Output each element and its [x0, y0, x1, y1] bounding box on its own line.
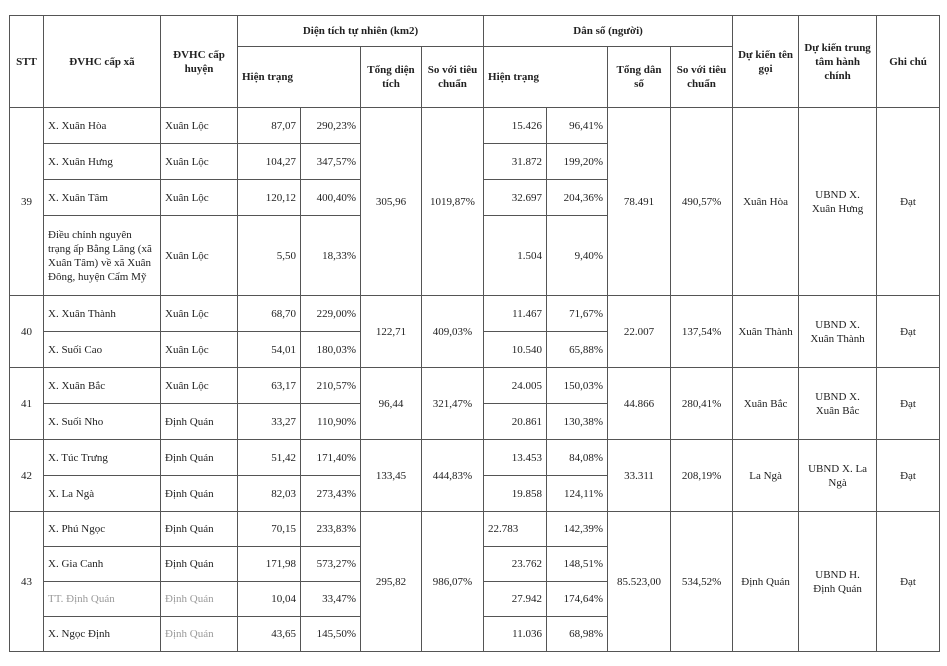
dt-pct-cell: 210,57%: [301, 368, 361, 404]
ds-so-voi-cell: 490,57%: [671, 108, 733, 296]
dt-cell: 10,04: [238, 582, 301, 617]
tong-dan-so-cell: 22.007: [608, 296, 671, 368]
admin-merger-table: [9, 15, 940, 652]
dt-pct-cell: 180,03%: [301, 332, 361, 368]
ten-goi-cell: Xuân Hòa: [733, 108, 799, 296]
ds-pct-cell: 71,67%: [547, 296, 608, 332]
ds-cell: 15.426: [484, 108, 547, 144]
dt-cell: 33,27: [238, 404, 301, 440]
ds-pct-cell: 199,20%: [547, 144, 608, 180]
dt-pct-cell: 233,83%: [301, 512, 361, 547]
ds-so-voi-cell: 534,52%: [671, 512, 733, 652]
trung-tam-cell: UBND X. Xuân Thành: [799, 296, 877, 368]
ds-cell: 11.467: [484, 296, 547, 332]
header-tong-dan-so: Tổng dân số: [608, 47, 671, 108]
ghi-chu-cell: Đạt: [877, 512, 940, 652]
header-dt-hien-trang: Hiện trạng: [238, 47, 361, 108]
trung-tam-cell: UBND X. La Ngà: [799, 440, 877, 512]
ds-pct-cell: 148,51%: [547, 547, 608, 582]
huyen-cell: Định Quán: [161, 476, 238, 512]
table-row: [10, 296, 940, 332]
xa-cell: X. Suối Cao: [44, 332, 161, 368]
ds-cell: 13.453: [484, 440, 547, 476]
dt-so-voi-cell: 986,07%: [422, 512, 484, 652]
xa-cell: X. Xuân Hưng: [44, 144, 161, 180]
stt-cell: 40: [10, 296, 44, 368]
dt-pct-cell: 171,40%: [301, 440, 361, 476]
ds-pct-cell: 130,38%: [547, 404, 608, 440]
header-stt: STT: [10, 16, 44, 108]
header-du-kien-ten: Dự kiến tên gọi: [733, 16, 799, 108]
xa-cell: X. Xuân Bắc: [44, 368, 161, 404]
tong-dien-tich-cell: 122,71: [361, 296, 422, 368]
dt-cell: 51,42: [238, 440, 301, 476]
ds-so-voi-cell: 208,19%: [671, 440, 733, 512]
tong-dan-so-cell: 85.523,00: [608, 512, 671, 652]
header-ds-hien-trang: Hiện trạng: [484, 47, 608, 108]
dt-pct-cell: 347,57%: [301, 144, 361, 180]
tong-dan-so-cell: 78.491: [608, 108, 671, 296]
header-dien-tich: Diện tích tự nhiên (km2): [238, 16, 484, 47]
ds-so-voi-cell: 137,54%: [671, 296, 733, 368]
ds-pct-cell: 124,11%: [547, 476, 608, 512]
table-row: [10, 512, 940, 547]
huyen-cell: Định Quán: [161, 440, 238, 476]
dt-pct-cell: 18,33%: [301, 216, 361, 296]
dt-cell: 171,98: [238, 547, 301, 582]
ghi-chu-cell: Đạt: [877, 440, 940, 512]
huyen-cell: Định Quán: [161, 404, 238, 440]
huyen-cell: Định Quán: [161, 547, 238, 582]
ten-goi-cell: Định Quán: [733, 512, 799, 652]
ghi-chu-cell: Đạt: [877, 368, 940, 440]
huyen-cell: Định Quán: [161, 512, 238, 547]
stt-cell: 39: [10, 108, 44, 296]
header-dt-so-voi: So với tiêu chuẩn: [422, 47, 484, 108]
stt-cell: 41: [10, 368, 44, 440]
stt-cell: 42: [10, 440, 44, 512]
dt-pct-cell: 290,23%: [301, 108, 361, 144]
ghi-chu-cell: Đạt: [877, 296, 940, 368]
xa-cell: X. Xuân Tâm: [44, 180, 161, 216]
dt-cell: 87,07: [238, 108, 301, 144]
header-du-kien-trung-tam: Dự kiến trung tâm hành chính: [799, 16, 877, 108]
ds-pct-cell: 68,98%: [547, 617, 608, 652]
ten-goi-cell: Xuân Thành: [733, 296, 799, 368]
huyen-cell: Xuân Lộc: [161, 108, 238, 144]
tong-dien-tich-cell: 96,44: [361, 368, 422, 440]
xa-cell: X. Suối Nho: [44, 404, 161, 440]
ghi-chu-cell: Đạt: [877, 108, 940, 296]
header-dan-so: Dân số (người): [484, 16, 733, 47]
dt-cell: 43,65: [238, 617, 301, 652]
table-row: [10, 368, 940, 404]
xa-cell: X. Phú Ngọc: [44, 512, 161, 547]
ds-cell: 1.504: [484, 216, 547, 296]
dt-cell: 54,01: [238, 332, 301, 368]
xa-cell: Điều chỉnh nguyên trạng ấp Bằng Lăng (xã Xuân Tâm) về xã Xuân Đông, huyện Cẩm Mỹ: [44, 216, 161, 296]
dt-pct-cell: 573,27%: [301, 547, 361, 582]
ds-pct-cell: 84,08%: [547, 440, 608, 476]
dt-cell: 82,03: [238, 476, 301, 512]
trung-tam-cell: UBND X. Xuân Bắc: [799, 368, 877, 440]
tong-dan-so-cell: 44.866: [608, 368, 671, 440]
trung-tam-cell: UBND X. Xuân Hưng: [799, 108, 877, 296]
tong-dien-tich-cell: 133,45: [361, 440, 422, 512]
dt-cell: 5,50: [238, 216, 301, 296]
xa-cell: X. Xuân Hòa: [44, 108, 161, 144]
xa-cell: X. Túc Trưng: [44, 440, 161, 476]
xa-cell: X. La Ngà: [44, 476, 161, 512]
ds-pct-cell: 65,88%: [547, 332, 608, 368]
ds-cell: 19.858: [484, 476, 547, 512]
tong-dien-tich-cell: 295,82: [361, 512, 422, 652]
tong-dan-so-cell: 33.311: [608, 440, 671, 512]
huyen-cell: Định Quán: [161, 617, 238, 652]
ten-goi-cell: La Ngà: [733, 440, 799, 512]
table-row: [10, 440, 940, 476]
xa-cell: X. Gia Canh: [44, 547, 161, 582]
xa-cell: X. Xuân Thành: [44, 296, 161, 332]
dt-pct-cell: 33,47%: [301, 582, 361, 617]
table-row: [10, 108, 940, 144]
dt-pct-cell: 229,00%: [301, 296, 361, 332]
ds-cell: 31.872: [484, 144, 547, 180]
dt-so-voi-cell: 1019,87%: [422, 108, 484, 296]
ds-cell: 24.005: [484, 368, 547, 404]
ds-cell: 23.762: [484, 547, 547, 582]
huyen-cell: Xuân Lộc: [161, 332, 238, 368]
dt-cell: 68,70: [238, 296, 301, 332]
huyen-cell: Xuân Lộc: [161, 296, 238, 332]
ds-pct-cell: 204,36%: [547, 180, 608, 216]
ds-pct-cell: 150,03%: [547, 368, 608, 404]
header-dvhc-huyen: ĐVHC cấp huyện: [161, 16, 238, 108]
ds-pct-cell: 96,41%: [547, 108, 608, 144]
dt-cell: 70,15: [238, 512, 301, 547]
ds-cell: 10.540: [484, 332, 547, 368]
huyen-cell: Xuân Lộc: [161, 216, 238, 296]
header-ghi-chu: Ghi chú: [877, 16, 940, 108]
huyen-cell: Xuân Lộc: [161, 368, 238, 404]
header-ds-so-voi: So với tiêu chuẩn: [671, 47, 733, 108]
ds-cell: 32.697: [484, 180, 547, 216]
header-tong-dien-tich: Tổng diện tích: [361, 47, 422, 108]
dt-pct-cell: 273,43%: [301, 476, 361, 512]
stt-cell: 43: [10, 512, 44, 652]
dt-pct-cell: 110,90%: [301, 404, 361, 440]
ds-cell: 11.036: [484, 617, 547, 652]
xa-cell: TT. Định Quán: [44, 582, 161, 617]
ds-pct-cell: 174,64%: [547, 582, 608, 617]
dt-so-voi-cell: 409,03%: [422, 296, 484, 368]
ds-cell: 27.942: [484, 582, 547, 617]
header-dvhc-xa: ĐVHC cấp xã: [44, 16, 161, 108]
dt-pct-cell: 400,40%: [301, 180, 361, 216]
ds-cell: 22.783: [484, 512, 547, 547]
ds-cell: 20.861: [484, 404, 547, 440]
dt-pct-cell: 145,50%: [301, 617, 361, 652]
dt-so-voi-cell: 321,47%: [422, 368, 484, 440]
ds-so-voi-cell: 280,41%: [671, 368, 733, 440]
trung-tam-cell: UBND H. Định Quán: [799, 512, 877, 652]
huyen-cell: Xuân Lộc: [161, 180, 238, 216]
xa-cell: X. Ngọc Định: [44, 617, 161, 652]
tong-dien-tich-cell: 305,96: [361, 108, 422, 296]
dt-cell: 104,27: [238, 144, 301, 180]
dt-cell: 120,12: [238, 180, 301, 216]
ten-goi-cell: Xuân Bắc: [733, 368, 799, 440]
dt-cell: 63,17: [238, 368, 301, 404]
huyen-cell: Xuân Lộc: [161, 144, 238, 180]
huyen-cell: Định Quán: [161, 582, 238, 617]
dt-so-voi-cell: 444,83%: [422, 440, 484, 512]
ds-pct-cell: 142,39%: [547, 512, 608, 547]
ds-pct-cell: 9,40%: [547, 216, 608, 296]
